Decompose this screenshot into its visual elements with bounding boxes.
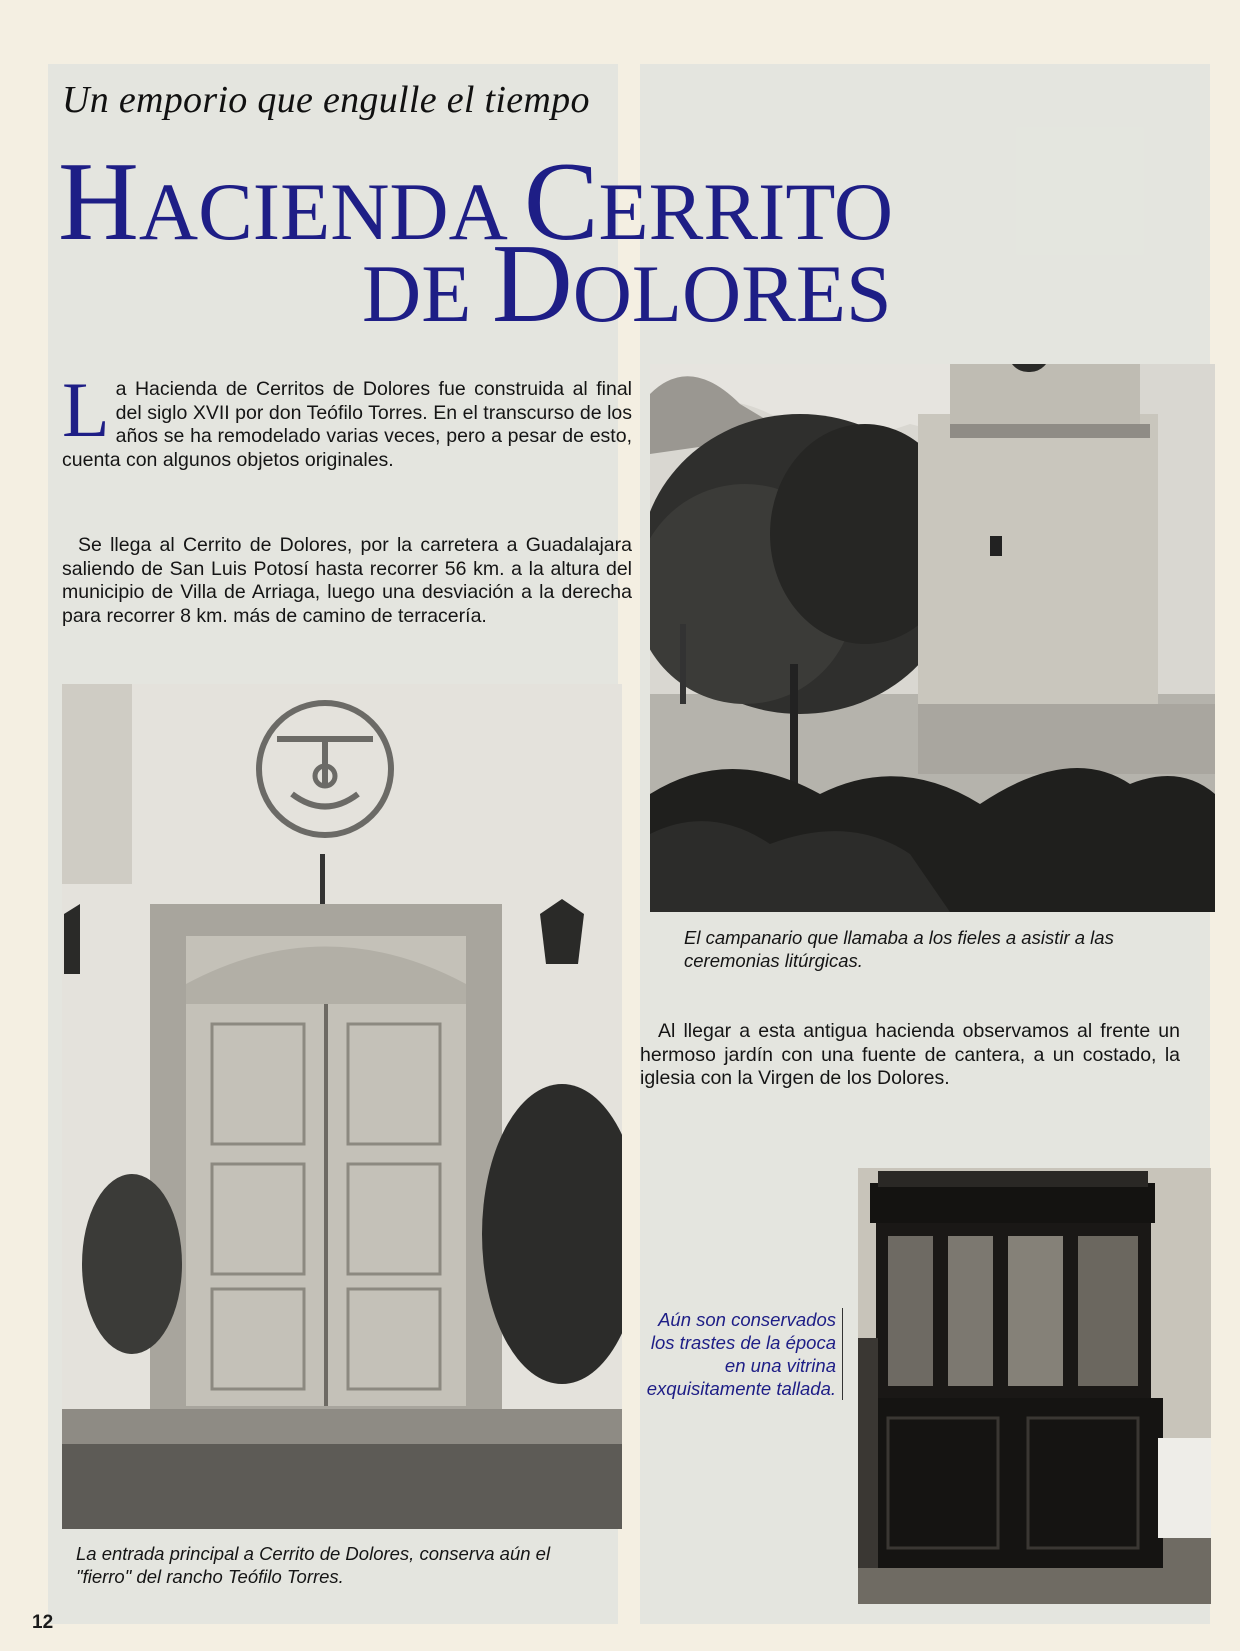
kicker-headline: Un emporio que engulle el tiempo	[62, 79, 590, 121]
intro-paragraph: La Hacienda de Cerritos de Dolores fue construida al final del siglo XVII por don Teófilo Torres. En el transcurso de los años se ha remodelado varias veces, pero a pesar de esto, cuenta con algunos objetos originales.	[62, 366, 632, 471]
vitrina-caption: Aún son conservados los trastes de la época en una vitrina exquisitamente tallada.	[640, 1308, 843, 1400]
garden-paragraph: Al llegar a esta antigua hacienda observamos al frente un hermoso jardín con una fuente de cantera, a un costado, la iglesia con la Virgen de los Dolores.	[640, 1020, 1180, 1089]
drop-cap: L	[62, 366, 110, 453]
main-entrance-photo	[62, 684, 622, 1529]
bell-tower-caption: El campanario que llamaba a los fieles a asistir a las ceremonias litúrgicas.	[684, 927, 1114, 971]
page-number: 12	[32, 1612, 54, 1633]
bell-tower-photo	[650, 364, 1215, 912]
headline-line-2: DE DOLORES	[362, 222, 892, 346]
entrance-caption: La entrada principal a Cerrito de Dolores, conserva aún el "fierro" del rancho Teófilo Torres.	[76, 1543, 551, 1587]
headline-line-1: HACIENDA CERRITO	[58, 140, 894, 264]
directions-paragraph: Se llega al Cerrito de Dolores, por la carretera a Guadalajara saliendo de San Luis Potosí hasta recorrer 56 km. a la altura del municipio de Villa de Arriaga, luego una desviación a la derecha para recorrer 8 km. más de camino de terracería.	[62, 534, 632, 627]
vitrina-photo	[858, 1168, 1211, 1604]
